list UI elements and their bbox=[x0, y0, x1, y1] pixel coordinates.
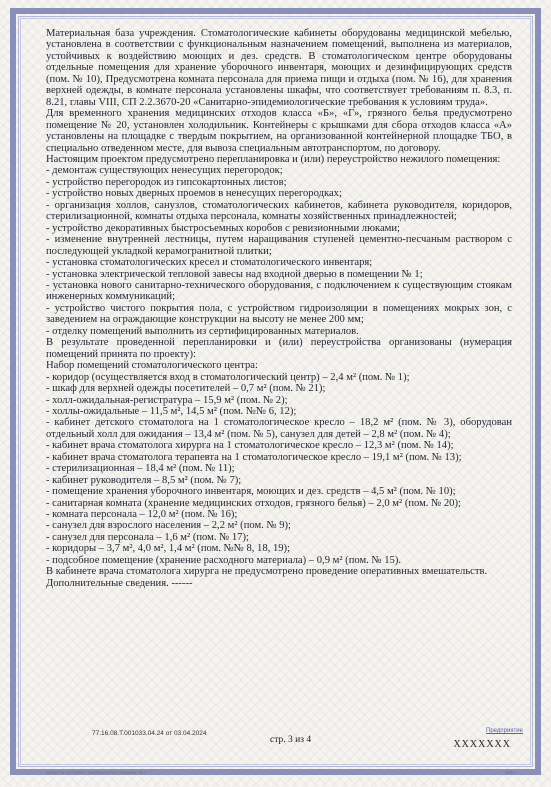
paragraph: - кабинет врача стоматолога терапевта на 1 стоматологическое кресло – 19,1 м² (пом. № 13); bbox=[46, 451, 462, 463]
paragraph: Для временного хранения медицинских отходов класса «Б», «Г», грязного белья предусмотрено помещение № 20, установлен холодильник. Контейнеры с крышками для сбора отходов класса «А» установлены на площадке с твердым покрытием, на организованной контейнерной площадке ТБО, в специально отведенном месте, для вывоза специальным автотранспортом, по договору. bbox=[46, 108, 512, 154]
paragraph: - кабинет руководителя – 8,5 м² (пом. № 7); bbox=[46, 474, 242, 486]
paragraph: - холлы-ожидальные – 11,5 м², 14,5 м² (пом. №№ 6, 12); bbox=[46, 405, 297, 417]
paragraph: - холл-ожидальная-регистратура – 15,9 м² (пом. № 2); bbox=[46, 394, 288, 406]
paragraph: - комната персонала – 12,0 м² (пом. № 16); bbox=[46, 509, 238, 521]
paragraph: - устройство новых дверных проемов в ненесущих перегородках; bbox=[46, 188, 342, 200]
page-number: стр. 3 из 4 bbox=[270, 735, 312, 745]
paragraph: - отделку помещений выполнить из сертифицированных материалов. bbox=[46, 325, 359, 337]
paragraph: В результате проведенной перепланировки и (или) переустройства организованы (нумерация помещений принята по проекту): bbox=[46, 337, 512, 360]
paragraph: - санитарная комната (хранение медицинских отходов, грязного белья) – 2,0 м² (пом. № 20); bbox=[46, 497, 461, 509]
paragraph: Настоящим проектом предусмотрено перепланировка и (или) переустройство нежилого помещения: bbox=[46, 153, 501, 165]
paragraph: - коридор (осуществляется вход в стоматологический центр) – 2,4 м² (пом. № 1); bbox=[46, 371, 410, 383]
paragraph: - санузел для взрослого населения – 2,2 м² (пом. № 9); bbox=[46, 520, 291, 532]
paragraph: - коридоры – 3,7 м², 4,0 м², 1,4 м² (пом. №№ 8, 18, 19); bbox=[46, 543, 291, 555]
paragraph: - устройство чистого покрытия пола, с устройством гидроизоляции в помещениях мокрых зон, с заведением на ограждающие конструкции на высоту не менее 200 мм; bbox=[46, 302, 512, 326]
paragraph: - установка нового санитарно-технического оборудования, с подключением к существующим стоякам инженерных коммуникаций; bbox=[46, 279, 512, 303]
registration-number: 77.16.08.Т.001033.04.24 от 03.04.2024 bbox=[92, 730, 207, 737]
paragraph: - устройство декоративных быстросъемных коробов с ревизионными люками; bbox=[46, 222, 400, 234]
paragraph: - шкаф для верхней одежды посетителей – 0,7 м² (пом. № 21); bbox=[46, 383, 326, 395]
paragraph: - подсобное помещение (хранение расходного материала) – 0,9 м² (пом. № 15). bbox=[46, 554, 401, 566]
paragraph: - стерилизационная – 18,4 м² (пом. № 11); bbox=[46, 463, 235, 475]
paragraph: - организация холлов, санузлов, стоматологических кабинетов, кабинета руководителя, коридоров, стерилизационной, комнаты отдыха персонала, комнаты хозяйственных принадлежностей; bbox=[46, 199, 512, 223]
paragraph: Набор помещений стоматологического центра: bbox=[46, 360, 258, 372]
paragraph: - изменение внутренней лестницы, путем наращивания ступеней цементно-песчаным раствором с последующей укладкой керамогранитной плитки; bbox=[46, 234, 512, 257]
paragraph: Материальная база учреждения. Стоматологические кабинеты оборудованы медицинской мебелью, установлена в соответствии с функциональным назначением помещений, выполнена из материалов, устойчивых к воздействию моющих и дез. средств. В стоматологическом центре оборудованы отдельные помещения для хранение уборочного инвентаря, моющих и дезинфицирующих средств (пом. № 10), Предусмотрена комната персонала для приема пищи и отдыха (пом. № 16), для хранения верхней одежды, в комнате персонала установлены шкафы, что соответствует требованиям п. 8.3, п. 8.21, главы VIII, СП 2.2.3670-20 «Санитарно-эпидемиологические требования к условиям труда». bbox=[46, 28, 512, 108]
paragraph: - санузел для персонала – 1,6 м² (пом. № 17); bbox=[46, 531, 249, 543]
paragraph: - установка электрической тепловой завесы над входной дверью в помещении № 1; bbox=[46, 268, 423, 280]
paragraph: - демонтаж существующих ненесущих перегородок; bbox=[46, 165, 283, 177]
paragraph: - установка стоматологических кресел и стоматологического инвентаря; bbox=[46, 257, 373, 269]
stamp-mark: XXXXXXX bbox=[453, 739, 511, 750]
paragraph: - кабинет детского стоматолога на 1 стоматологическое кресло – 18,2 м² (пом. № 3), оборудован отдельный холл для ожидания – 13,4 м² (пом. № 5), санузел для детей – 2,8 м² (пом. № 4); bbox=[46, 417, 512, 440]
paragraph: - устройство перегородок из гипсокартонных листов; bbox=[46, 176, 287, 188]
form-code: 0248 bbox=[504, 770, 515, 775]
form-footnote: Бланк № 1174664 г. Москва 2023 г. Уровень «Б» bbox=[46, 770, 146, 775]
paragraph: - кабинет врача стоматолога хирурга на 1 стоматологическое кресло – 12,3 м² (пом. № 14); bbox=[46, 440, 454, 452]
paragraph: В кабинете врача стоматолога хирурга не предусмотрено проведение оперативных вмешательств. bbox=[46, 566, 488, 578]
document-body bbox=[46, 28, 512, 589]
paragraph: Дополнительные сведения. ------ bbox=[46, 577, 193, 589]
paragraph: - помещение хранения уборочного инвентаря, моющих и дез. средств – 4,5 м² (пом. № 10); bbox=[46, 486, 456, 498]
stamp-caption: Предприятие bbox=[486, 728, 523, 734]
